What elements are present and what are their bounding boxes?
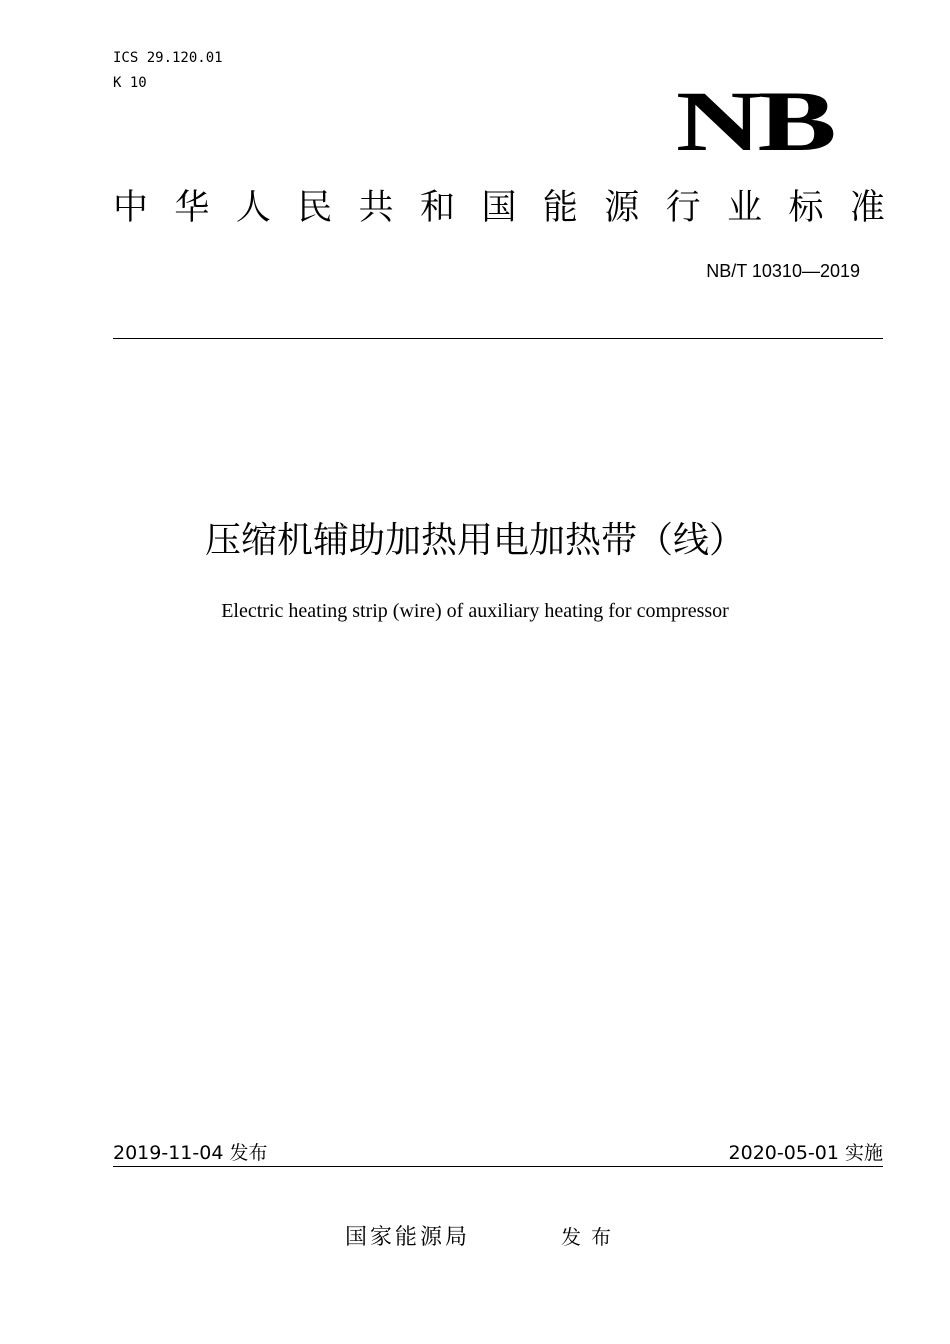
document-title-english: Electric heating strip (wire) of auxiliary heating for compressor	[221, 600, 729, 622]
category-char: 能	[542, 188, 578, 228]
document-title-chinese: 压缩机辅助加热用电加热带（线）	[204, 520, 745, 561]
publish-label: 发布	[561, 1225, 621, 1249]
category-char: 民	[297, 188, 333, 228]
issue-date: 2019-11-04 发布	[113, 1142, 268, 1164]
category-char: 中	[113, 188, 149, 228]
top-divider	[113, 338, 883, 339]
category-char: 华	[174, 188, 210, 228]
standard-number: NB/T 10310—2019	[706, 261, 860, 281]
category-char: 标	[788, 188, 824, 228]
ccs-code: K 10	[113, 75, 147, 91]
category-char: 人	[235, 188, 271, 228]
category-char: 行	[665, 188, 701, 228]
category-char: 业	[727, 188, 763, 228]
implementation-date: 2020-05-01 实施	[728, 1142, 883, 1164]
category-char: 共	[358, 188, 394, 228]
nb-logo: NB	[675, 73, 832, 169]
category-char: 准	[849, 188, 885, 228]
standard-category	[113, 184, 885, 232]
publisher: 国家能源局	[345, 1225, 471, 1250]
category-char: 国	[481, 188, 517, 228]
ics-code: ICS 29.120.01	[113, 50, 223, 66]
category-char: 源	[604, 188, 640, 228]
bottom-divider	[113, 1166, 883, 1167]
category-char: 和	[420, 188, 456, 228]
